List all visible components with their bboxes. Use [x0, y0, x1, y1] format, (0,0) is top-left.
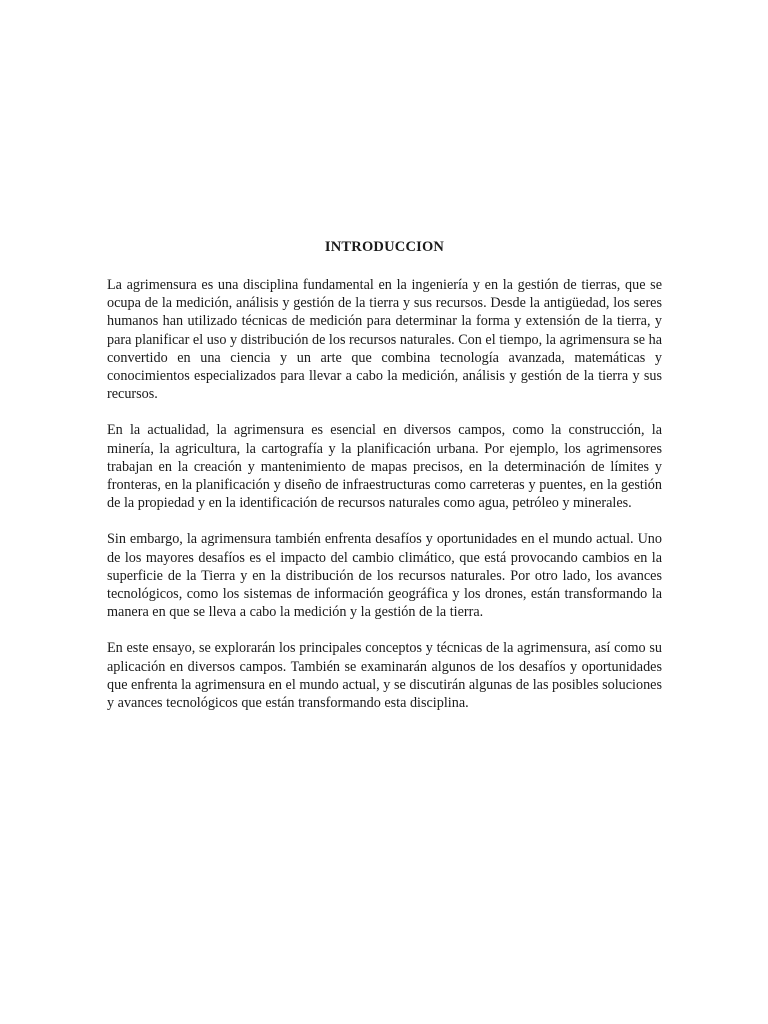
paragraph-2: En la actualidad, la agrimensura es esencial en diversos campos, como la construcción, la minería, la agricultura, la cartografía y la planificación urbana. Por ejemplo, los agrimensores trabajan en la creación y mantenimiento de mapas precisos, en la determinación de límites y fronteras, en la planificación y diseño de infraestructuras como carreteras y puentes, en la gestión de la propiedad y en la identificación de recursos naturales como agua, petróleo y minerales. [107, 422, 662, 512]
paragraph-1: La agrimensura es una disciplina fundamental en la ingeniería y en la gestión de tierras, que se ocupa de la medición, análisis y gestión de la tierra y sus recursos. Desde la antigüedad, los seres humanos han utilizado técnicas de medición para determinar la forma y extensión de la tierra, y para planificar el uso y distribución de los recursos naturales. Con el tiempo, la agrimensura se ha convertido en una ciencia y un arte que combina tecnología avanzada, matemáticas y conocimientos especializados para llevar a cabo la medición, análisis y gestión de la tierra y sus recursos. [107, 277, 662, 403]
document-title: INTRODUCCION [324, 239, 445, 255]
paragraph-4: En este ensayo, se explorarán los principales conceptos y técnicas de la agrimensura, así como su aplicación en diversos campos. También se examinarán algunos de los desafíos y oportunidades que enfrenta la agrimensura en el mundo actual, y se discutirán algunas de las posibles soluciones y avances tecnológicos que están transformando esta disciplina. [107, 640, 662, 712]
document-body [107, 237, 662, 730]
paragraph-3: Sin embargo, la agrimensura también enfrenta desafíos y oportunidades en el mundo actual. Uno de los mayores desafíos es el impacto del cambio climático, que está provocando cambios en la superficie de la Tierra y en la distribución de los recursos naturales. Por otro lado, los avances tecnológicos, como los sistemas de información geográfica y los drones, están transformando la manera en que se lleva a cabo la medición y la gestión de la tierra. [107, 531, 662, 621]
